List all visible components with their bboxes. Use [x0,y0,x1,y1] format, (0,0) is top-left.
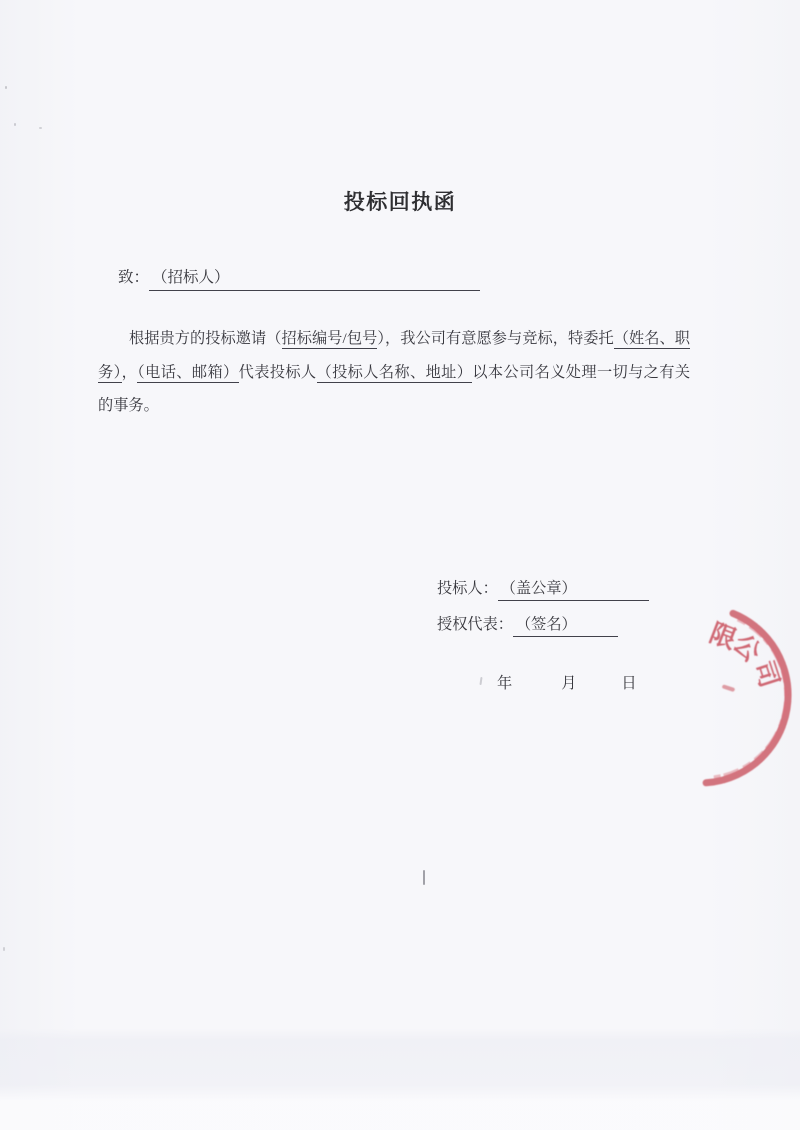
document-title: 投标回执函 [343,191,457,214]
date-line [497,672,637,693]
bidder-blank-underline [498,580,649,601]
stamp-char: 司 [748,657,785,692]
stamp-ring-arc [706,613,788,782]
date-day-label: 日 [621,675,637,692]
bidder-label: 投标人： [437,580,498,597]
body-segment-underlined: 招标编号/包号 [281,330,378,347]
scan-artifact [39,127,42,129]
body-segment-underlined: （电话、邮箱） [137,363,239,381]
bidder-signature-line [437,577,649,601]
recipient-blank-underline [149,269,480,291]
representative-label: 授权代表： [437,616,513,633]
date-month-label: 月 [561,675,577,692]
representative-signature-line [437,613,618,637]
body-segment: ），我公司有意愿参与竞标，特委托 [377,330,614,347]
stamp-ink-mark [722,684,736,692]
representative-value: （签名） [515,616,577,633]
body-segment: 以本公司名义处理一切与之有关的事务。 [98,363,691,414]
scan-artifact [479,677,482,685]
body-segment-underlined: （投标人名称、地址） [316,363,473,381]
scan-artifact [14,123,16,126]
stamp-char: 限 [705,618,741,655]
body-segment: ， [121,363,138,381]
representative-blank-underline [513,616,618,637]
body-paragraph [98,322,690,423]
stamp-ring-arc-texture [712,620,786,778]
body-segment-underlined: （姓名、职务） [98,330,690,381]
bidder-value: （盖公章） [500,580,577,597]
scan-artifact [3,947,5,951]
recipient-line [118,265,480,291]
scan-artifact [5,86,7,89]
recipient-value: （招标人） [152,269,230,286]
body-segment: 根据贵方的投标邀请（ [129,330,282,347]
body-segment: 代表投标人 [238,363,317,381]
company-seal-stamp [608,593,800,803]
stamp-char: 公 [727,628,767,668]
date-year-label: 年 [497,675,513,692]
scan-artifact [423,870,425,885]
recipient-label: 致： [118,269,150,286]
